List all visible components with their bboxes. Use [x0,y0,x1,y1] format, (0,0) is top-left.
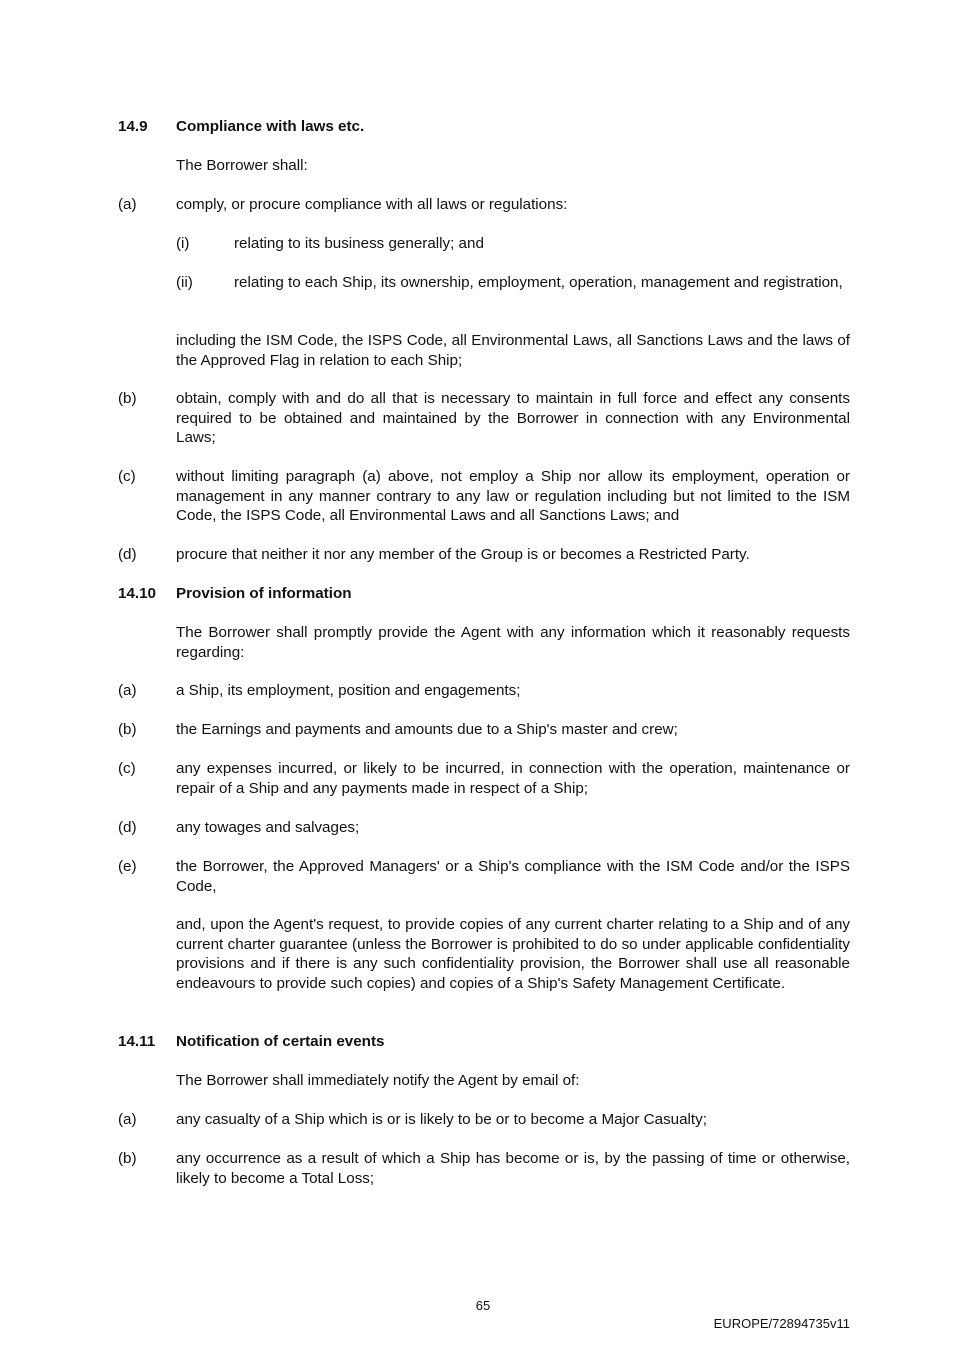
intro-text: The Borrower shall: [176,157,308,174]
clause-label: (a) [118,682,137,699]
clause-text: any expenses incurred, or likely to be incurred, in connection with the operation, maintenance or repair of a Ship and any payments made in respect of a Ship; [176,760,850,797]
clause-label: (c) [118,468,136,485]
clause-text: any towages and salvages; [176,819,360,836]
subclause-label: (i) [176,235,190,252]
page-number: 65 [475,1298,491,1313]
clause-text: comply, or procure compliance with all laws or regulations: [176,196,568,213]
clause-label: (a) [118,1111,137,1128]
intro-text: The Borrower shall immediately notify the Agent by email of: [176,1072,580,1089]
clause-label: (b) [118,1150,137,1167]
tail-text: and, upon the Agent's request, to provide copies of any current charter relating to a Ship and of any current charter guarantee (unless the Borrower is prohibited to do so under applicable confidentiality provisions and if there is any such confidentiality provision, the Borrower shall use all reasonable endeavours to provide such copies) and copies of a Ship's Safety Management Certificate. [176,916,850,992]
intro-text: The Borrower shall promptly provide the Agent with any information which it reasonably requests regarding: [176,624,850,661]
clause-label: (b) [118,721,137,738]
section-title: Provision of information [176,585,352,602]
document-reference: EUROPE/72894735v11 [713,1316,850,1331]
clause-label: (e) [118,858,137,875]
subclause-label: (ii) [176,274,193,291]
clause-label: (d) [118,546,137,563]
clause-label: (a) [118,196,137,213]
tail-text: including the ISM Code, the ISPS Code, all Environmental Laws, all Sanctions Laws and the laws of the Approved Flag in relation to each Ship; [176,332,850,369]
clause-text: any casualty of a Ship which is or is likely to be or to become a Major Casualty; [176,1111,707,1128]
section-number: 14.10 [118,585,157,602]
section-number: 14.9 [118,118,148,135]
clause-text: procure that neither it nor any member of the Group is or becomes a Restricted Party. [176,546,750,563]
section-number: 14.11 [118,1033,156,1050]
clause-label: (d) [118,819,137,836]
clause-text: the Earnings and payments and amounts due to a Ship's master and crew; [176,721,678,738]
clause-text: any occurrence as a result of which a Ship has become or is, by the passing of time or otherwise, likely to become a Total Loss; [176,1150,850,1187]
clause-text: a Ship, its employment, position and engagements; [176,682,521,699]
clause-label: (c) [118,760,136,777]
clause-text: obtain, comply with and do all that is necessary to maintain in full force and effect any consents required to be obtained and maintained by the Borrower in connection with any Environmental Laws; [176,390,850,446]
clause-text: without limiting paragraph (a) above, not employ a Ship nor allow its employment, operation or management in any manner contrary to any law or regulation including but not limited to the ISM Code, the ISPS Code, all Environmental Laws and all Sanctions Laws; and [176,468,850,524]
clause-label: (b) [118,390,137,407]
subclause-text: relating to each Ship, its ownership, employment, operation, management and registration, [234,274,843,291]
section-title: Notification of certain events [176,1033,385,1050]
clause-text: the Borrower, the Approved Managers' or a Ship's compliance with the ISM Code and/or the ISPS Code, [176,858,850,895]
subclause-text: relating to its business generally; and [234,235,484,252]
section-title: Compliance with laws etc. [176,118,365,135]
